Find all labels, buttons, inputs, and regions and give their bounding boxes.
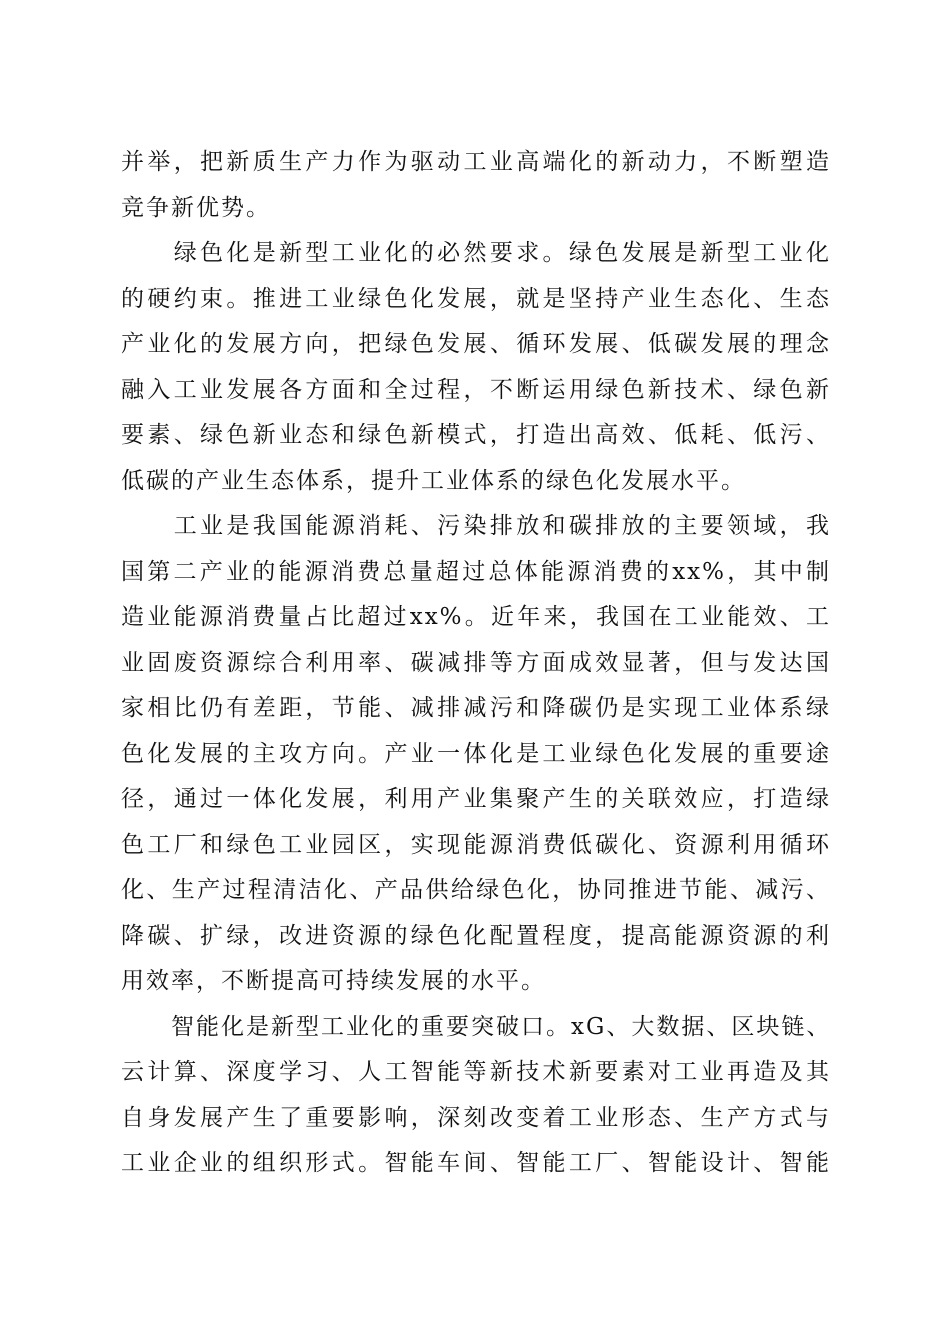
text-line: 竞争新优势。 [121, 194, 271, 221]
text-line: 工业企业的组织形式。智能车间、智能工厂、智能设计、智能 [121, 1150, 831, 1176]
text-line: 家相比仍有差距，节能、减排减污和降碳仍是实现工业体系绿 [121, 695, 831, 721]
body-text [121, 140, 831, 1187]
text-line: 产业化的发展方向，把绿色发展、循环发展、低碳发展的理念 [121, 331, 831, 357]
text-line: 造业能源消费量占比超过xx%。近年来，我国在工业能效、工 [121, 604, 831, 630]
text-line: 云计算、深度学习、人工智能等新技术新要素对工业再造及其 [121, 1059, 831, 1085]
text-line: 用效率，不断提高可持续发展的水平。 [121, 968, 546, 994]
text-line: 化、生产过程清洁化、产品供给绿色化，协同推进节能、减污、 [121, 877, 831, 903]
text-line: 色工厂和绿色工业园区，实现能源消费低碳化、资源利用循环 [121, 831, 831, 858]
text-line: 并举，把新质生产力作为驱动工业高端化的新动力，不断塑造 [121, 149, 831, 175]
text-line: 低碳的产业生态体系，提升工业体系的绿色化发展水平。 [121, 467, 746, 494]
text-line: 绿色化是新型工业化的必然要求。绿色发展是新型工业化 [121, 240, 831, 266]
text-line: 径，通过一体化发展，利用产业集聚产生的关联效应，打造绿 [121, 786, 831, 812]
text-line: 自身发展产生了重要影响，深刻改变着工业形态、生产方式与 [121, 1104, 831, 1131]
text-line: 的硬约束。推进工业绿色化发展，就是坚持产业生态化、生态 [121, 285, 831, 312]
text-line: 国第二产业的能源消费总量超过总体能源消费的xx%，其中制 [121, 558, 831, 585]
text-line: 色化发展的主攻方向。产业一体化是工业绿色化发展的重要途 [121, 740, 831, 767]
text-line: 业固废资源综合利用率、碳减排等方面成效显著，但与发达国 [121, 649, 831, 676]
text-line: 融入工业发展各方面和全过程，不断运用绿色新技术、绿色新 [121, 376, 831, 403]
text-line: 工业是我国能源消耗、污染排放和碳排放的主要领域，我 [121, 513, 831, 539]
text-line: 要素、绿色新业态和绿色新模式，打造出高效、低耗、低污、 [121, 422, 831, 448]
text-line: 降碳、扩绿，改进资源的绿色化配置程度，提高能源资源的利 [121, 922, 831, 949]
text-line: 智能化是新型工业化的重要突破口。xG、大数据、区块链、 [121, 1013, 832, 1040]
